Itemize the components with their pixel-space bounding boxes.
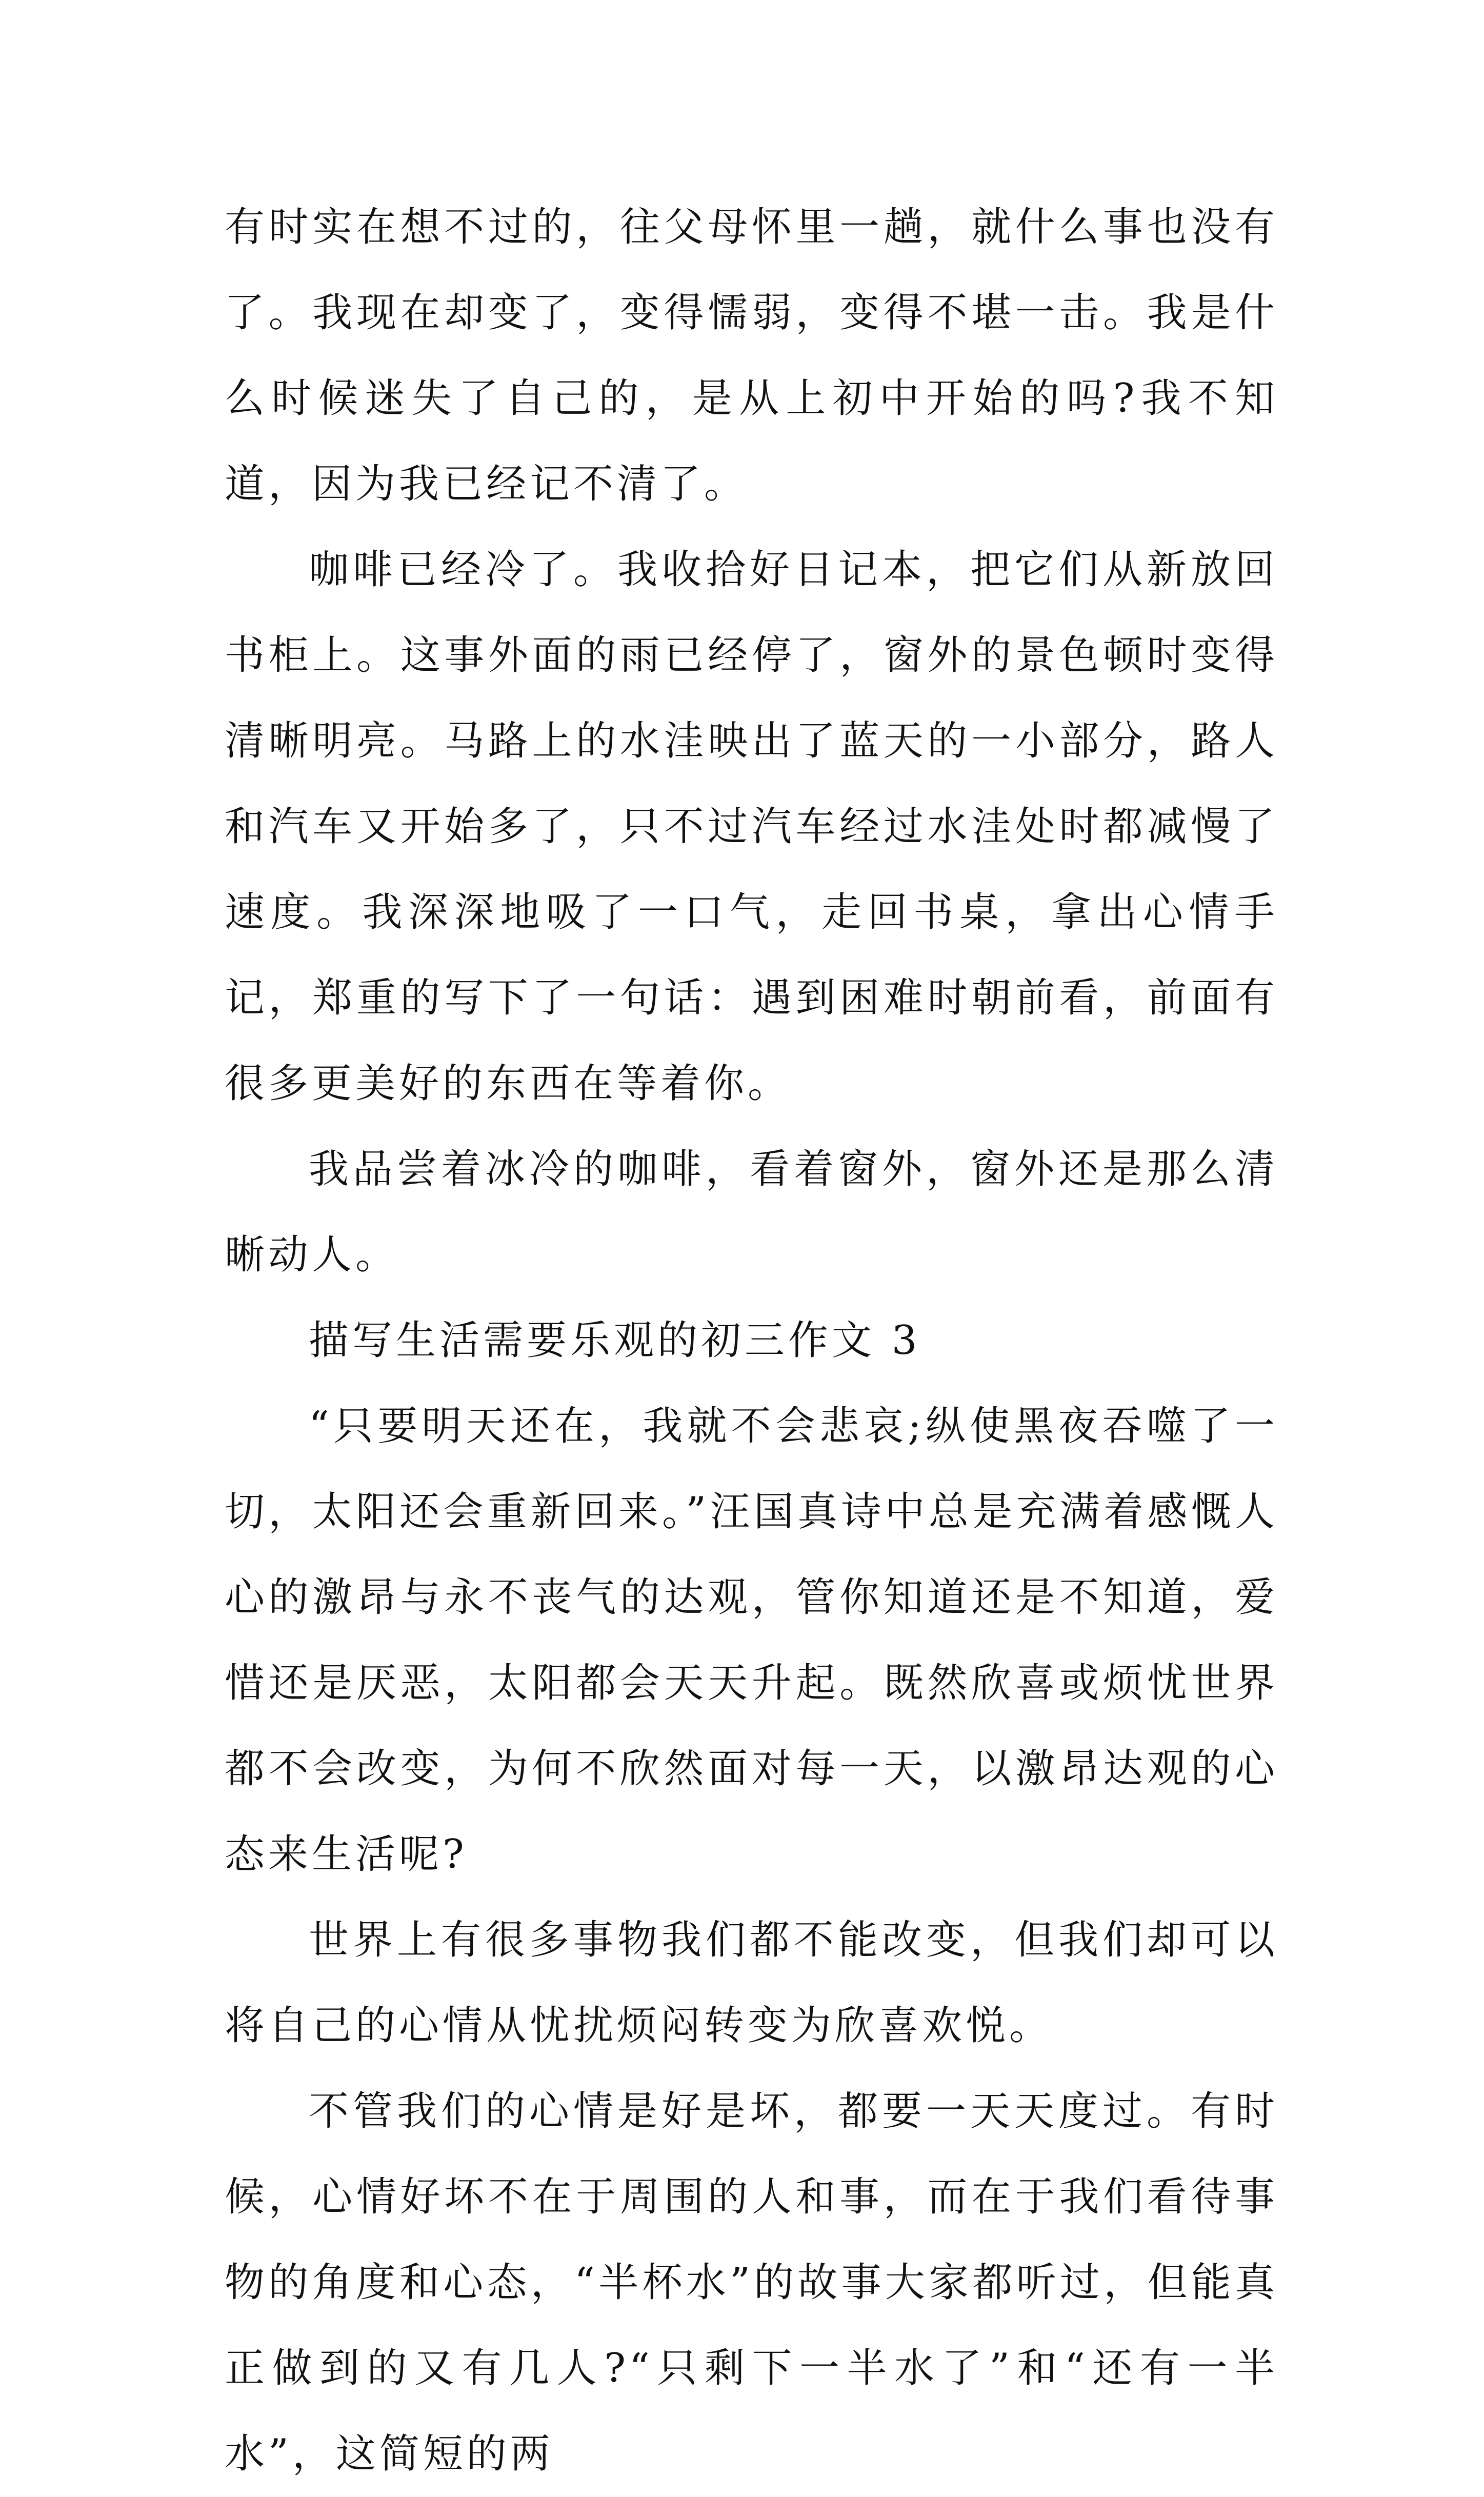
document-body bbox=[225, 185, 1278, 2497]
paragraph-1: 有时实在想不过的，往父母怀里一趟，就什么事也没有了。我现在却变了，变得懦弱，变得不堪一击。我是什么时候迷失了自己的，是从上初中开始的吗?我不知道，因为我已经记不清了。 bbox=[225, 204, 1278, 507]
section-heading: 描写生活需要乐观的初三作文 3 bbox=[309, 1317, 921, 1364]
paragraph-3: 我品尝着冰冷的咖啡，看着窗外，窗外还是那么清晰动人。 bbox=[225, 1146, 1278, 1278]
paragraph-2: 咖啡已经冷了。我收拾好日记本，把它们从新放回书柜上。这事外面的雨已经停了，窗外的景色顿时变得清晰明亮。马路上的水洼映出了蓝天的一小部分，路人和汽车又开始多了，只不过汽车经过水洼处时都减慢了速度。我深深地吸了一口气，走回书桌，拿出心情手记，郑重的写下了一句话：遇到困难时朝前看，前面有很多更美好的东西在等着你。 bbox=[225, 547, 1278, 1107]
paragraph-5: 世界上有很多事物我们都不能改变，但我们却可以将自己的心情从忧扰烦闷转变为欣喜欢悦。 bbox=[225, 1917, 1278, 2049]
paragraph-6: 不管我们的心情是好是坏，都要一天天度过。有时候，心情好坏不在于周围的人和事，而在于我们看待事物的角度和心态，“半杯水”的故事大家都听过，但能真正做到的又有几人?“只剩下一半水了”和“还有一半水”，这简短的两 bbox=[225, 2088, 1278, 2477]
paragraph-4: “只要明天还在，我就不会悲哀;纵使黑夜吞噬了一切，太阳还会重新回来。”汪国真诗中总是充满着感慨人心的激昂与永不丧气的达观，管你知道还是不知道，爱惜还是厌恶，太阳都会天天升起。既然欣喜或烦忧世界都不会改变，为何不欣然面对每一天，以激昂达观的心态来生活呢? bbox=[225, 1403, 1278, 1877]
